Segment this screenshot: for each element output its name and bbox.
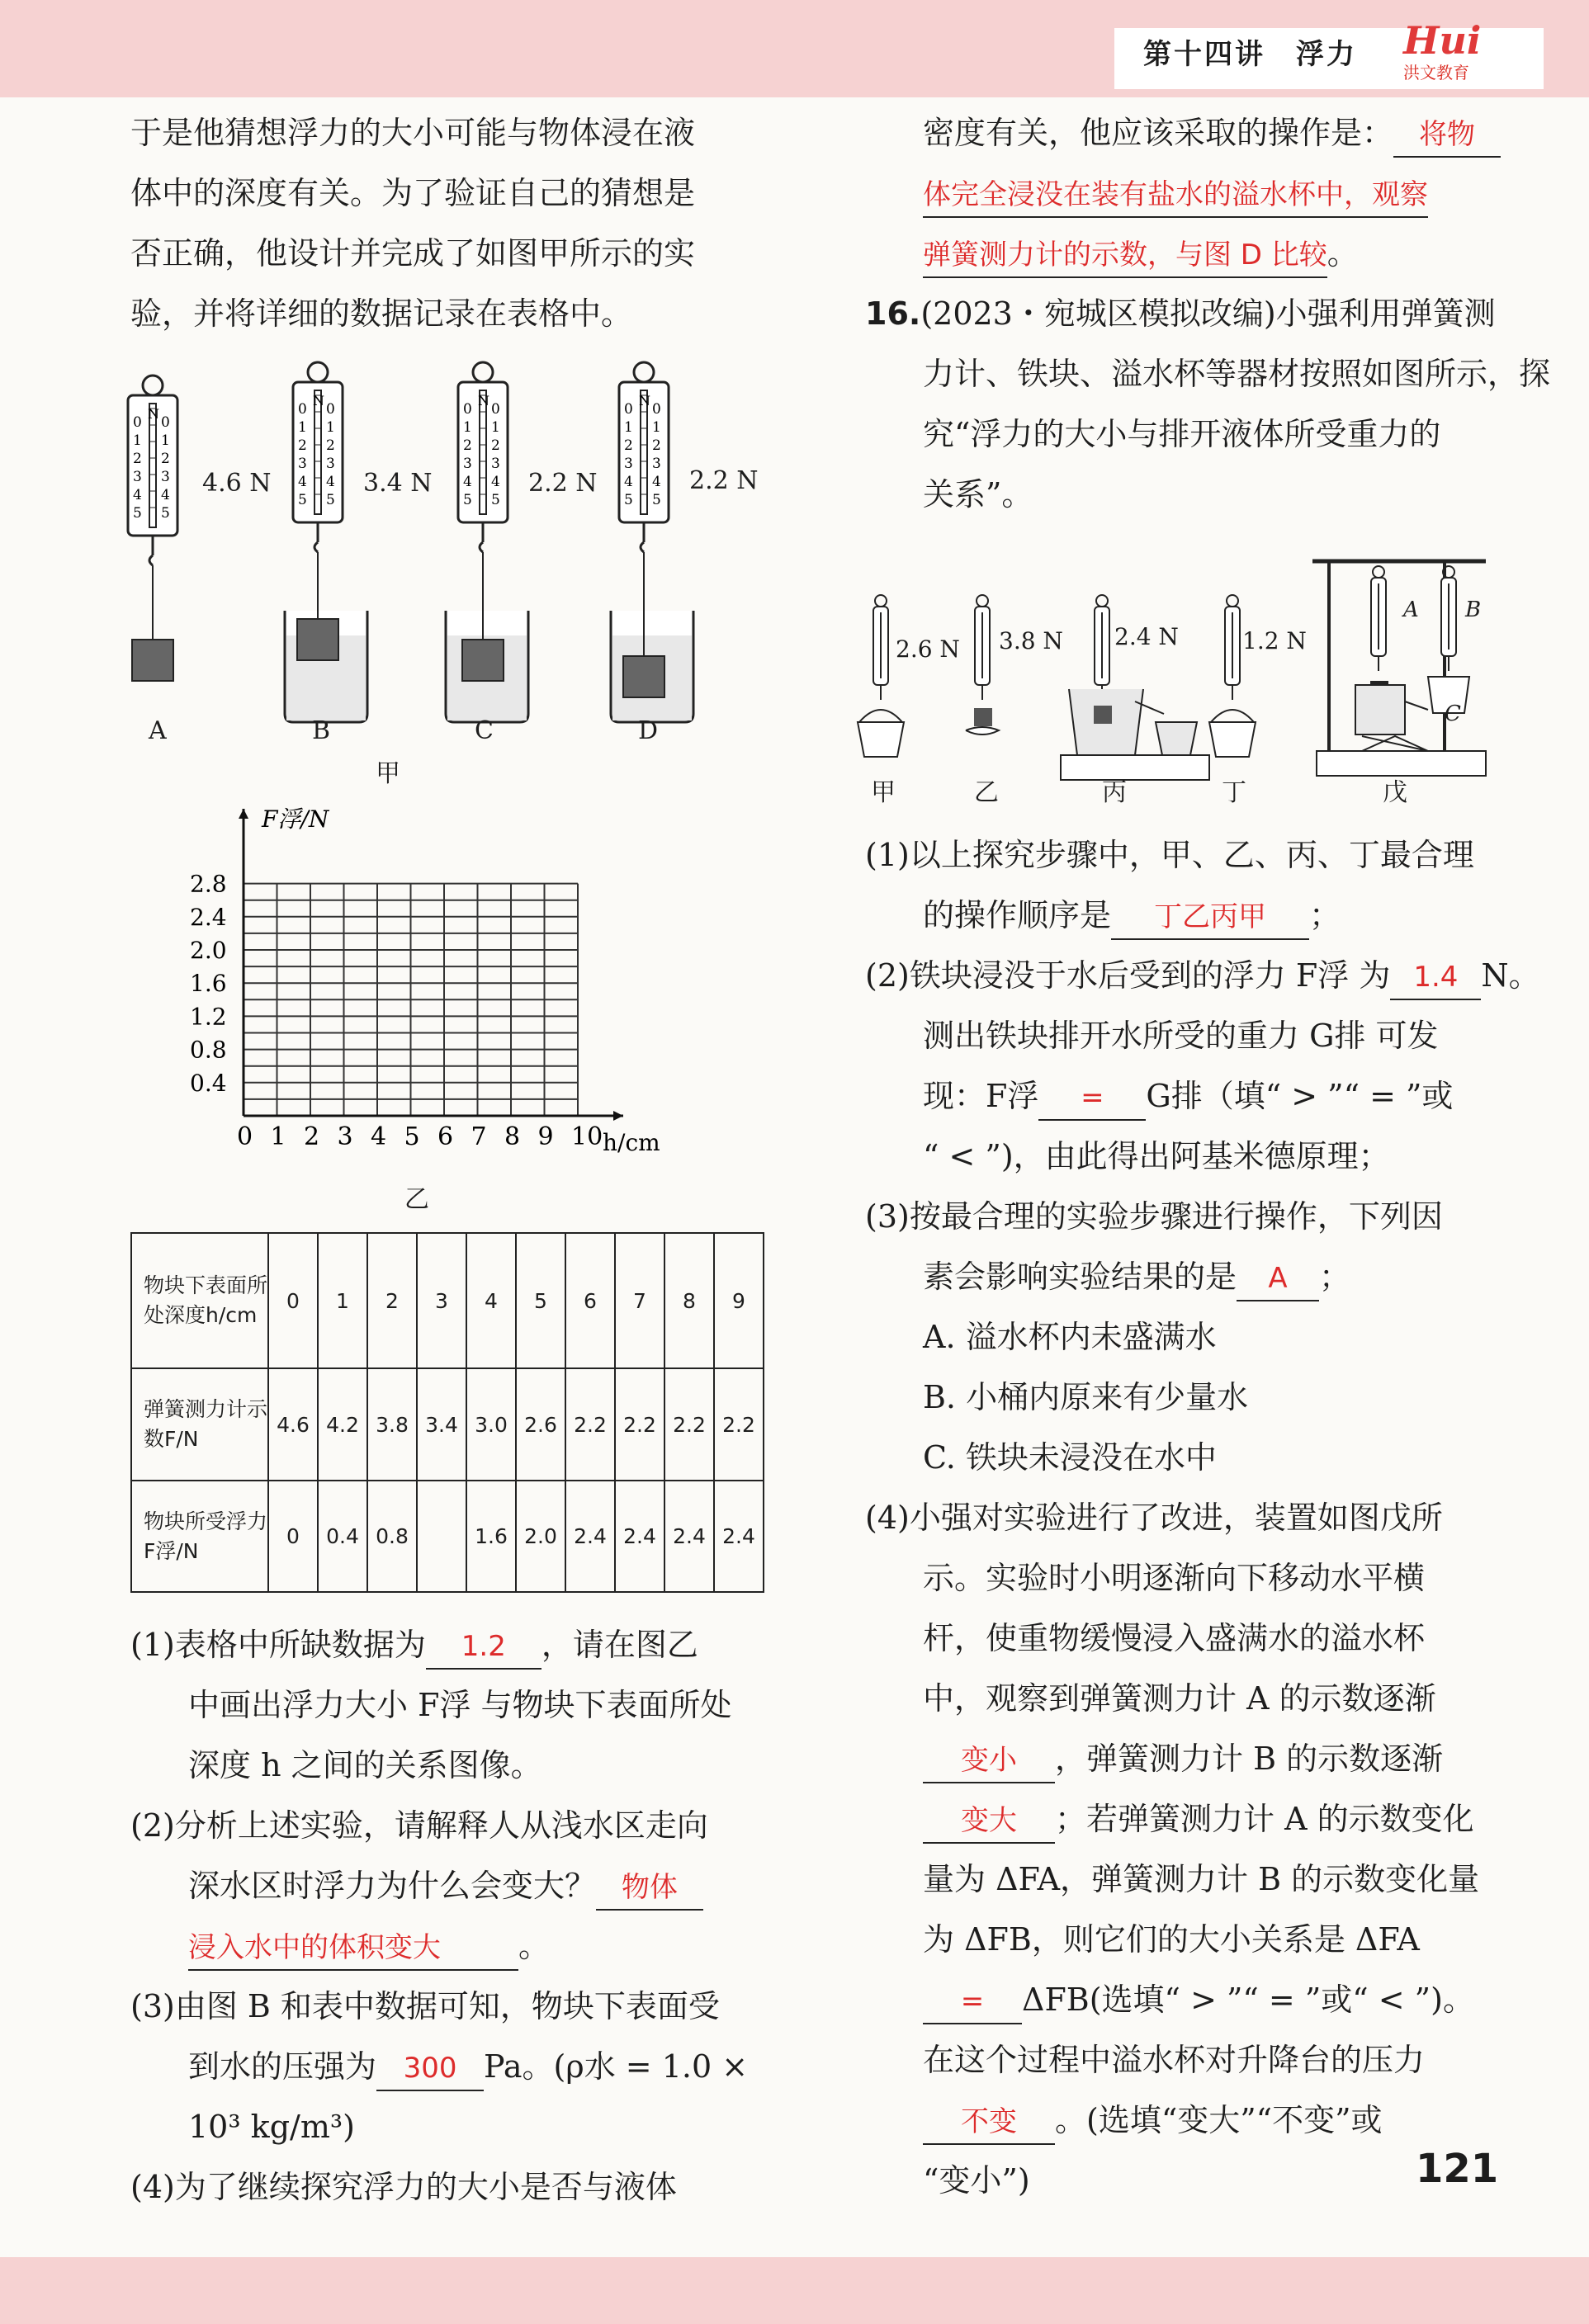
scale-tick-label: 0 [161, 414, 170, 431]
table-cell: 2.2 [664, 1368, 714, 1481]
table-cell: 2.6 [516, 1368, 565, 1481]
scale-tick-label: 4 [652, 474, 661, 490]
table-cell: 0 [268, 1233, 318, 1368]
x-axis-label: h/cm [603, 1129, 660, 1156]
answer-blank: = [923, 1980, 1022, 2024]
label-jia: 甲 [871, 778, 896, 807]
text: 现：F浮 [923, 1078, 1039, 1114]
scale-tick-label: 2 [624, 437, 633, 454]
question-1 [130, 1615, 748, 1675]
text-line: 中画出浮力大小 F浮 与物块下表面所处 [188, 1687, 732, 1723]
text-line: 为 ΔFB，则它们的大小关系是 ΔFA [923, 1921, 1420, 1958]
x-tick-label: 9 [537, 1122, 554, 1151]
table-cell: 0.8 [367, 1481, 417, 1592]
y-tick-label: 0.8 [190, 1036, 227, 1064]
scale-tick-label: 2 [652, 437, 661, 454]
text: 密度有关，他应该采取的操作是： [923, 115, 1394, 151]
scale-tick-label: 2 [133, 451, 142, 467]
question-3-line [130, 2037, 748, 2097]
table-cell: 7 [615, 1233, 664, 1368]
question-number: 16. [865, 295, 921, 332]
setup-ding [1209, 595, 1256, 757]
scale-tick-label: 1 [652, 419, 661, 436]
table-header: 物块所受浮力F浮/N [131, 1481, 268, 1592]
scale-tick-label: 3 [326, 456, 335, 472]
y-tick-label: 2.8 [190, 870, 227, 898]
table-cell: 1 [318, 1233, 367, 1368]
reading-b: 3.4 N [363, 469, 433, 498]
question-2: (2)分析上述实验，请解释人从浅水区走向 [130, 1807, 708, 1844]
y-tick-label: 1.2 [190, 1003, 227, 1031]
question-2-line [130, 1916, 748, 1977]
text: 的操作顺序是 [923, 897, 1112, 933]
question-4-cont [865, 103, 1550, 163]
label-yi: 乙 [974, 778, 999, 807]
text: 素会影响实验结果的是 [923, 1259, 1237, 1295]
scale-tick-label: 0 [652, 401, 661, 418]
table-cell: 4.6 [268, 1368, 318, 1481]
text-line: 中，观察到弹簧测力计 A 的示数逐渐 [923, 1680, 1436, 1717]
scale-tick-label: 5 [326, 492, 335, 508]
scale-unit-label: N [639, 393, 650, 409]
scale-tick-label: 3 [652, 456, 661, 472]
table-cell: 2.4 [714, 1481, 764, 1592]
x-tick-label: 1 [270, 1122, 286, 1151]
table-cell: 2.4 [615, 1481, 664, 1592]
label-wu: 戊 [1383, 778, 1407, 807]
setup-jia [858, 595, 904, 757]
text-line: 量为 ΔFA，弹簧测力计 B 的示数变化量 [923, 1861, 1480, 1897]
label-b: B [312, 716, 331, 745]
answer-blank: 弹簧测力计的示数，与图 D 比较 [923, 234, 1327, 278]
intro-line: 验，并将详细的数据记录在表格中。 [130, 295, 633, 332]
x-tick-label: 10 [571, 1122, 603, 1151]
question-2-line [130, 1856, 748, 1916]
text: (2)铁块浸没于水后受到的浮力 F浮 为 [865, 957, 1391, 994]
sub-4-line [865, 1789, 1540, 1849]
scale-tick-label: 2 [326, 437, 335, 454]
x-tick-label: 6 [437, 1122, 454, 1151]
scale-tick-label: 3 [624, 456, 633, 472]
table-cell: 2.2 [714, 1368, 764, 1481]
scale-tick-label: 5 [491, 492, 500, 508]
reading-d: 2.2 N [689, 466, 759, 495]
table-cell: 3.0 [466, 1368, 516, 1481]
text-line: 力计、铁块、溢水杯等器材按照如图所示，探 [923, 356, 1551, 392]
table-cell: 3.4 [417, 1368, 466, 1481]
scale-tick-label: 5 [624, 492, 633, 508]
scale-tick-label: 5 [133, 505, 142, 522]
scale-tick-label: 4 [624, 474, 633, 490]
sub-1-line [865, 886, 1540, 946]
scale-tick-label: 0 [491, 401, 500, 418]
scale-tick-label: 3 [491, 456, 500, 472]
table-cell: 0 [268, 1481, 318, 1592]
table-cell: 1.6 [466, 1481, 516, 1592]
scale-tick-label: 1 [491, 419, 500, 436]
intro-line: 体中的深度有关。为了验证自己的猜想是 [130, 175, 696, 211]
tag-c: C [1445, 701, 1461, 726]
text-line: 在这个过程中溢水杯对升降台的压力 [923, 2042, 1426, 2078]
label-a: A [149, 716, 167, 745]
scale-tick-label: 0 [326, 401, 335, 418]
text: ΔFB(选填“ > ”“ = ”或“ < ”)。 [1022, 1982, 1474, 2018]
sub-4-line [865, 1729, 1540, 1789]
intro-text [130, 103, 695, 344]
table-header: 物块下表面所处深度h/cm [131, 1233, 268, 1368]
text: (2023・宛城区模拟改编)小强利用弹簧测 [920, 295, 1496, 332]
table-header: 弹簧测力计示数F/N [131, 1368, 268, 1481]
table-cell: 8 [664, 1233, 714, 1368]
x-axis-arrow [613, 1111, 623, 1121]
scale-tick-label: 4 [298, 474, 307, 490]
scale-tick-label: 2 [161, 451, 170, 467]
tag-b: B [1465, 598, 1482, 622]
label-ding: 丁 [1222, 778, 1246, 807]
caption-jia: 甲 [376, 759, 400, 788]
scale-tick-label: 4 [491, 474, 500, 490]
answer-blank: 变大 [923, 1799, 1055, 1844]
question-4-cont [865, 163, 1550, 224]
logo-subtitle: 洪文教育 [1403, 63, 1469, 83]
table-cell: 0.4 [318, 1481, 367, 1592]
y-axis-label: F浮/N [262, 805, 329, 833]
x-tick-label: 3 [337, 1122, 353, 1151]
answer-blank: 将物 [1393, 113, 1501, 158]
table-cell: 2.2 [565, 1368, 615, 1481]
table-cell: 4 [466, 1233, 516, 1368]
option-c: C. 铁块未浸没在水中 [923, 1439, 1217, 1476]
sub-3-line [865, 1247, 1540, 1307]
caption-yi: 乙 [404, 1185, 429, 1214]
scale-tick-label: 4 [463, 474, 472, 490]
text: 到水的压强为 [188, 2048, 377, 2085]
question-3: (3)由图 B 和表中数据可知，物块下表面受 [130, 1988, 720, 2024]
scale-tick-label: 3 [161, 469, 170, 485]
x-tick-label: 8 [504, 1122, 521, 1151]
figure-jia [116, 351, 768, 813]
reading-bing: 2.4 N [1114, 623, 1179, 650]
page-title: 第十四讲 浮力 [1143, 38, 1357, 71]
y-axis-arrow [239, 809, 248, 819]
label-d: D [638, 716, 659, 745]
answer-blank: 1.4 [1390, 956, 1481, 1000]
sub-1: (1)以上探究步骤中，甲、乙、丙、丁最合理 [865, 837, 1474, 873]
scale-unit-label: N [478, 393, 489, 409]
table-row [131, 1368, 764, 1481]
text-line: 杆，使重物缓慢浸入盛满水的溢水杯 [923, 1620, 1426, 1656]
setup-wu [1312, 561, 1486, 776]
text-line: 关系”。 [923, 476, 1033, 513]
text: ，请在图乙 [541, 1627, 698, 1663]
scale-tick-label: 5 [652, 492, 661, 508]
page-number: 121 [1416, 2146, 1499, 2192]
question-4: (4)为了继续探究浮力的大小是否与液体 [130, 2169, 677, 2205]
text: 。 [518, 1928, 551, 1964]
reading-ding: 1.2 N [1242, 627, 1307, 654]
data-table [130, 1232, 764, 1593]
text: 。 [1327, 235, 1359, 272]
scale-unit-label: N [313, 393, 324, 409]
scale-tick-label: 1 [326, 419, 335, 436]
x-tick-label: 0 [237, 1122, 253, 1151]
text: ； [1319, 1259, 1351, 1295]
table-cell: 2.2 [615, 1368, 664, 1481]
table-cell: 2.0 [516, 1481, 565, 1592]
answer-blank: = [1038, 1076, 1146, 1121]
option-b: B. 小桶内原来有少量水 [923, 1379, 1249, 1415]
scale-tick-label: 5 [298, 492, 307, 508]
table-cell: 2.4 [565, 1481, 615, 1592]
table-cell: 6 [565, 1233, 615, 1368]
y-tick-label: 2.0 [190, 937, 227, 964]
intro-line: 否正确，他设计并完成了如图甲所示的实 [130, 235, 696, 272]
scale-tick-label: 2 [298, 437, 307, 454]
scale-tick-label: 2 [491, 437, 500, 454]
scale-unit-label: N [148, 406, 159, 422]
reading-yi: 3.8 N [999, 627, 1063, 654]
setup-yi [966, 595, 999, 735]
text: (1)表格中所缺数据为 [130, 1627, 426, 1663]
sub-4-line [865, 2090, 1540, 2151]
table-cell: 5 [516, 1233, 565, 1368]
text: ； [1309, 897, 1341, 933]
table-cell [417, 1481, 466, 1592]
scale-tick-label: 0 [298, 401, 307, 418]
table-cell: 2 [367, 1233, 417, 1368]
table-cell: 3 [417, 1233, 466, 1368]
scale-tick-label: 1 [298, 419, 307, 436]
scale-tick-label: 3 [133, 469, 142, 485]
answer-blank: A [1237, 1257, 1319, 1301]
sub-4-line [865, 1970, 1540, 2030]
text: Pa。(ρ水 = 1.0 × [484, 2048, 749, 2085]
scale-tick-label: 0 [624, 401, 633, 418]
text: G排（填“ > ”“ = ”或 [1146, 1078, 1454, 1114]
logo: Hui [1403, 18, 1482, 63]
question-4-cont [865, 224, 1550, 284]
spring-scale-c [446, 362, 528, 722]
answer-blank: 浸入水中的体积变大 [188, 1926, 518, 1971]
y-tick-label: 1.6 [190, 970, 227, 998]
option-a: A. 溢水杯内未盛满水 [923, 1319, 1217, 1355]
text: ，弹簧测力计 B 的示数逐渐 [1055, 1741, 1444, 1777]
left-questions [130, 1615, 748, 2218]
scale-tick-label: 1 [133, 432, 142, 449]
reading-a: 4.6 N [202, 469, 272, 498]
table-cell: 3.8 [367, 1368, 417, 1481]
text-line: 测出铁块排开水所受的重力 G排 可发 [923, 1018, 1439, 1054]
x-tick-label: 4 [371, 1122, 387, 1151]
text: 深水区时浮力为什么会变大？ [188, 1868, 597, 1904]
table-cell: 4.2 [318, 1368, 367, 1481]
label-bing: 丙 [1102, 778, 1127, 807]
answer-blank: 不变 [923, 2100, 1055, 2145]
reading-c: 2.2 N [528, 469, 598, 498]
x-tick-label: 5 [404, 1122, 420, 1151]
table-cell: 9 [714, 1233, 764, 1368]
y-tick-label: 0.4 [190, 1069, 227, 1097]
scale-tick-label: 4 [133, 487, 142, 503]
answer-blank: 变小 [923, 1739, 1055, 1783]
text-line: 10³ kg/m³) [188, 2109, 355, 2145]
text-line: “ < ”)，由此得出阿基米德原理； [923, 1138, 1390, 1174]
scale-tick-label: 3 [463, 456, 472, 472]
text: N。 [1481, 957, 1540, 994]
text-line: 深度 h 之间的关系图像。 [188, 1747, 542, 1783]
text-line: “变小”) [923, 2162, 1030, 2199]
scale-tick-label: 5 [463, 492, 472, 508]
scale-tick-label: 4 [161, 487, 170, 503]
scale-tick-label: 0 [133, 414, 142, 431]
answer-blank: 丁乙丙甲 [1111, 895, 1309, 940]
y-tick-label: 2.4 [190, 903, 227, 931]
sub-4: (4)小强对实验进行了改进，装置如图戊所 [865, 1500, 1443, 1536]
sub-2 [865, 946, 1540, 1006]
sub-2-line [865, 1066, 1540, 1127]
scale-tick-label: 4 [326, 474, 335, 490]
scale-tick-label: 1 [624, 419, 633, 436]
table-row [131, 1233, 764, 1368]
text-line: 示。实验时小明逐渐向下移动水平横 [923, 1560, 1426, 1596]
table-cell: 2.4 [664, 1481, 714, 1592]
x-tick-label: 2 [304, 1122, 320, 1151]
label-c: C [475, 716, 494, 745]
answer-blank: 1.2 [426, 1625, 541, 1670]
text-line: 究“浮力的大小与排开液体所受重力的 [923, 416, 1441, 452]
answer-blank: 体完全浸没在装有盐水的溢水杯中，观察 [923, 173, 1428, 218]
tag-a: A [1403, 598, 1419, 622]
scale-tick-label: 2 [463, 437, 472, 454]
table-row [131, 1481, 764, 1592]
scale-tick-label: 1 [463, 419, 472, 436]
right-questions [865, 825, 1540, 2211]
scale-tick-label: 3 [298, 456, 307, 472]
chart-yi [165, 796, 693, 1160]
text: ；若弹簧测力计 A 的示数变化 [1055, 1801, 1474, 1837]
scale-tick-label: 1 [161, 432, 170, 449]
footer-band [0, 2257, 1589, 2324]
answer-blank: 300 [376, 2047, 484, 2091]
question-16 [865, 284, 1550, 344]
scale-tick-label: 5 [161, 505, 170, 522]
reading-jia: 2.6 N [896, 635, 960, 663]
text: 。(选填“变大”“不变”或 [1055, 2102, 1383, 2138]
right-top [865, 103, 1550, 525]
intro-line: 于是他猜想浮力的大小可能与物体浸在液 [130, 115, 696, 151]
scale-tick-label: 0 [463, 401, 472, 418]
sub-3: (3)按最合理的实验步骤进行操作，下列因 [865, 1198, 1443, 1235]
answer-blank: 物体 [596, 1866, 703, 1911]
x-tick-label: 7 [471, 1122, 487, 1151]
